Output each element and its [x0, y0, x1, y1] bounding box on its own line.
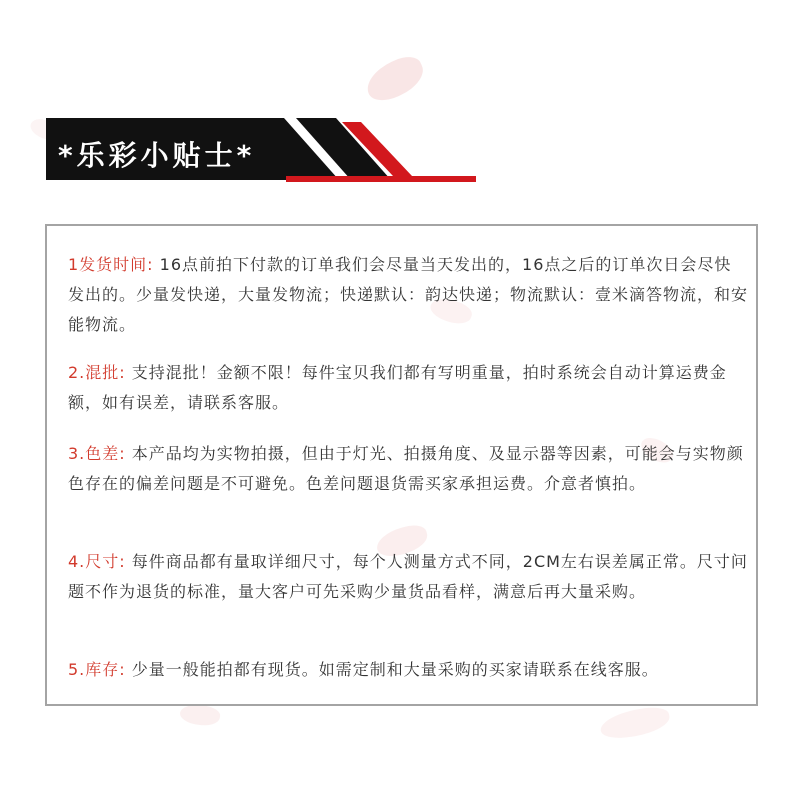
tip-shipping-time [68, 250, 748, 340]
petal-decoration [598, 704, 671, 742]
tip-title: 1发货时间: [68, 255, 154, 274]
tip-body: 每件商品都有量取详细尺寸，每个人测量方式不同，2CM左右误差属正常。尺寸问题不作为退货的标准，量大客户可先采购少量货品看样，满意后再大量采购。 [68, 552, 748, 601]
tip-title: 2.混批: [68, 363, 126, 382]
tip-mixed-batch [68, 358, 748, 418]
tip-stock [68, 655, 748, 685]
banner-title: *乐彩小贴士* [58, 139, 256, 172]
tip-body: 本产品均为实物拍摄，但由于灯光、拍摄角度、及显示器等因素，可能会与实物颜色存在的偏差问题是不可避免。色差问题退货需买家承担运费。介意者慎拍。 [68, 444, 744, 493]
tip-body: 16点前拍下付款的订单我们会尽量当天发出的，16点之后的订单次日会尽快发出的。少量发快递，大量发物流；快递默认：韵达快递；物流默认：壹米滴答物流，和安能物流。 [68, 255, 749, 334]
tip-title: 5.库存: [68, 660, 126, 679]
tip-body: 少量一般能拍都有现货。如需定制和大量采购的买家请联系在线客服。 [125, 660, 659, 679]
tip-title: 3.色差: [68, 444, 126, 463]
tip-body: 支持混批！金额不限！每件宝贝我们都有写明重量，拍时系统会自动计算运费金额，如有误差，请联系客服。 [68, 363, 727, 412]
tip-size [68, 547, 748, 607]
petal-decoration [361, 51, 430, 107]
tip-title: 4.尺寸: [68, 552, 126, 571]
tip-color-difference [68, 439, 748, 499]
